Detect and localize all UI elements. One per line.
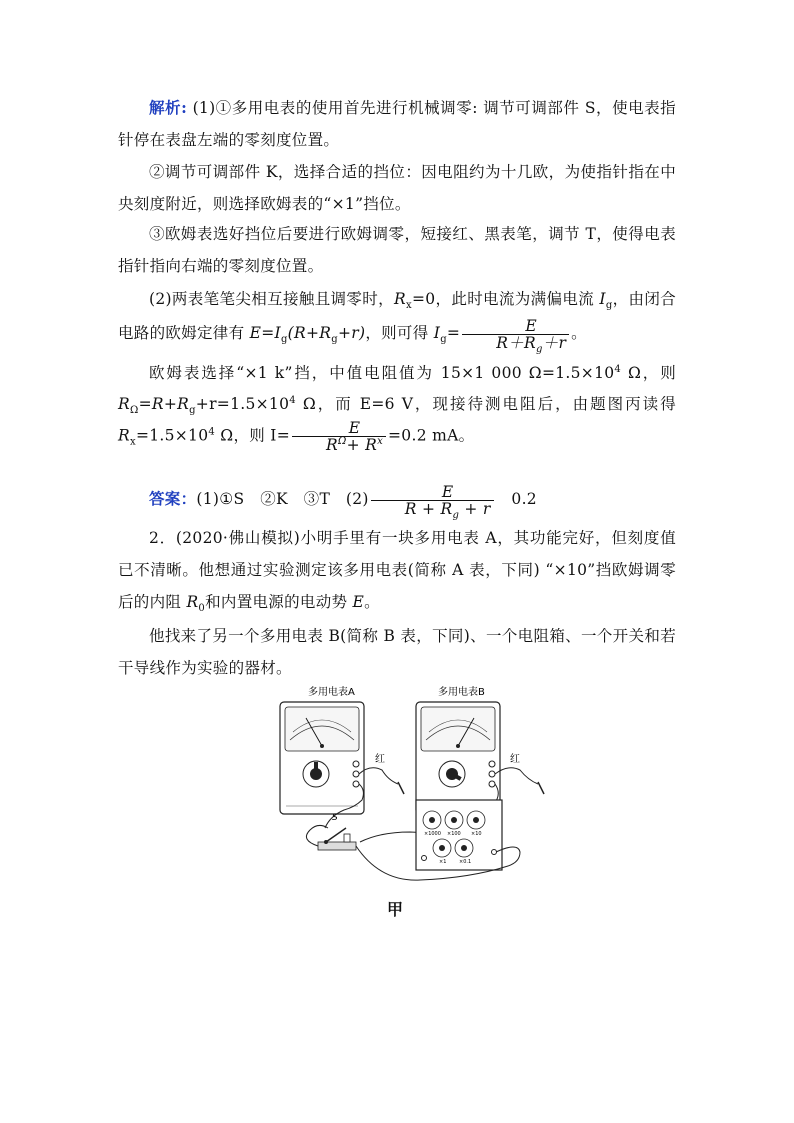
p5-r: R — [118, 395, 130, 413]
p5-exp-1: 4 — [614, 363, 622, 375]
meter-a — [280, 702, 364, 814]
p5-rx: R — [118, 426, 130, 445]
answer-frac-den: $R + R_g + r$ — [404, 499, 491, 521]
p4-end: 。 — [571, 324, 587, 342]
p4-text-c: ，由闭合电路的欧姆定律有 — [118, 290, 677, 342]
meter-a-label: 多用电表A — [308, 687, 355, 698]
p4-i-sub: g — [605, 300, 613, 312]
resistance-box — [416, 800, 502, 870]
box-label-01: ×0.1 — [459, 859, 472, 865]
switch-s — [318, 828, 356, 850]
p5-text-e: Ω，而 E=6 V，现接待测电阻后，由题图丙读得 — [295, 395, 676, 413]
p4-text-d: ，则可得 — [365, 324, 434, 342]
box-label-10: ×10 — [471, 831, 482, 837]
box-label-1000: ×1000 — [424, 831, 441, 837]
answer-value: 0.2 — [495, 490, 537, 508]
switch-label: S — [332, 813, 338, 823]
p5-rx-sub: x — [129, 436, 136, 448]
answer-fraction — [371, 482, 494, 521]
analysis-paragraph-1 — [118, 92, 676, 156]
analysis-paragraph-2: ②调节可调部件 K，选择合适的挡位：因电阻约为十几欧，为使指针指在中央刻度附近，则选择欧姆表的“×1”挡位。 — [118, 163, 676, 213]
p4-eq: = — [446, 324, 461, 342]
analysis-paragraph-3: ③欧姆表选好挡位后要进行欧姆调零，短接红、黑表笔，调节 T，使得电表指针指向右端的零刻度位置。 — [118, 225, 676, 275]
p5-frac-num: E — [292, 420, 386, 437]
question-2-continued: 他找来了另一个多用电表 B(简称 B 表，下同)、一个电阻箱、一个开关和若干导线作为实验的器材。 — [118, 627, 676, 677]
q2-r-sub: 0 — [198, 603, 206, 615]
q2-text-c: 。 — [364, 593, 380, 611]
p5-text-g: Ω，则 I= — [215, 426, 290, 445]
answer-line — [118, 482, 676, 521]
p5-text-f: =1.5×10 — [135, 426, 209, 445]
analysis-colon: : — [181, 98, 188, 117]
p5-text-b: Ω，则 — [621, 364, 676, 382]
analysis-label: 解析 — [149, 98, 182, 117]
p4-text-b: =0，此时电流为满偏电流 — [411, 290, 600, 308]
meter-b-red-label: 红 — [510, 754, 520, 765]
p5-exp-3: 4 — [208, 426, 216, 438]
meter-b-label: 多用电表B — [438, 687, 485, 698]
box-label-100: ×100 — [447, 831, 461, 837]
figure-caption: 甲 — [387, 900, 404, 919]
q2-e: E — [352, 593, 365, 611]
p5-text-c: =R+R — [138, 395, 190, 413]
q2-text-a: 2．(2020·佛山模拟)小明手里有一块多用电表 A，其功能完好，但刻度值已不清晰。他想通过实验测定该多用电表(简称 A 表，下同) “×10”挡欧姆调零后的内阻 — [118, 529, 676, 611]
answer-label: 答案 — [149, 489, 181, 508]
analysis-paragraph-5 — [118, 358, 676, 453]
p4-i: I — [599, 290, 606, 308]
analysis-paragraph-4: (2)两表笔笔尖相互接触且调零时，$R_x=0$，此时电流为满偏电流 $I_g$，由闭合电路的欧姆定律有 $E=I_g(R+R_g+r)$，则可得 $I_g=$ $\frac{E}{R+R_g+r}$ 。 — [118, 290, 677, 355]
p5-r-sub: Ω — [129, 405, 139, 417]
answer-text: (1)①S ②K ③T (2) — [196, 490, 369, 508]
meter-a-red-label: 红 — [375, 754, 385, 765]
box-label-1: ×1 — [439, 859, 447, 865]
p4-frac-num: E — [462, 318, 569, 335]
answer-colon: ： — [180, 489, 197, 508]
p4-formula-1: E=I — [249, 324, 281, 342]
q2-r: R — [186, 593, 199, 611]
p5-text-d: +r=1.5×10 — [195, 395, 290, 413]
p4-r: R — [394, 290, 406, 308]
p4-frac-den: $R+R_g+r$ — [496, 333, 567, 355]
p5-frac-den: $R^\Omega+ R^x$ — [325, 435, 384, 454]
p4-formula-2: (R+R — [287, 324, 332, 342]
p5-fraction — [292, 420, 386, 453]
q2-text-b: 和内置电源的电动势 — [205, 593, 353, 611]
p4-formula-3: +r) — [337, 324, 366, 342]
meter-b — [416, 702, 500, 814]
question-2 — [118, 522, 676, 618]
circuit-figure — [270, 682, 560, 892]
p4-r-sub: x — [406, 300, 412, 312]
p5-text-a: 欧姆表选择“×1 k”挡，中值电阻值为 15×1 000 Ω=1.5×10 — [149, 364, 615, 382]
p5-exp-2: 4 — [289, 394, 296, 406]
answer-frac-num: E — [371, 484, 494, 501]
p5-g-sub: g — [189, 405, 196, 417]
p5-text-h: =0.2 mA。 — [388, 426, 475, 445]
p4-text-a: (2)两表笔笔尖相互接触且调零时， — [149, 290, 395, 308]
analysis-text-1: (1)①多用电表的使用首先进行机械调零: 调节可调部件 S，使电表指针停在表盘左端的零刻度位置。 — [118, 99, 676, 149]
p4-fraction — [462, 316, 569, 355]
